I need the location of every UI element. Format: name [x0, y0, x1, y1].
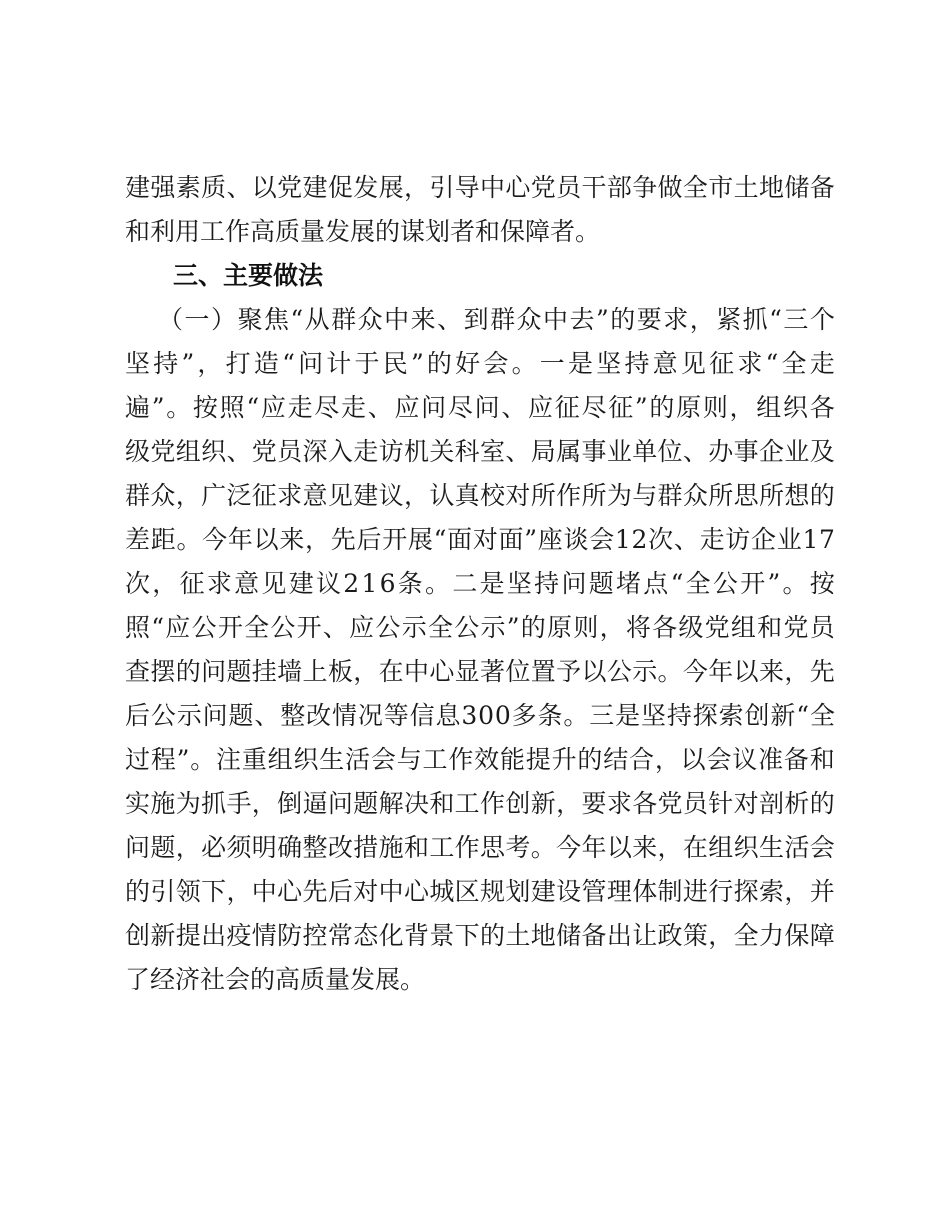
paragraph-line: 群 众 ， 广 泛 征 求 意 见 建 议 ， 认 真 校 对 所 作 所 为 与 群 众 所 思 所 想 的	[125, 481, 835, 510]
paragraph-line: 后 公 示 问 题 、 整 改 情 况 等 信 息 3 0 0 多 条 。 三 是 坚 持 探 索 创 新 “ 全	[125, 701, 835, 730]
paragraph-line: 遍 ” 。 按 照 “ 应 走 尽 走 、 应 问 尽 问 、 应 征 尽 征 ” 的 原 则 ， 组 织 各	[125, 393, 835, 422]
paragraph-line: 过 程 ” 。 注 重 组 织 生 活 会 与 工 作 效 能 提 升 的 结 合 ， 以 会 议 准 备 和	[125, 745, 835, 774]
paragraph-line: 实 施 为 抓 手 ， 倒 逼 问 题 解 决 和 工 作 创 新 ， 要 求 各 党 员 针 对 剖 析 的	[125, 789, 835, 818]
paragraph-line: （ 一 ） 聚 焦 “ 从 群 众 中 来 、 到 群 众 中 去 ” 的 要 求 ， 紧 抓 “ 三 个	[158, 305, 835, 334]
paragraph-line: 差 距 。 今 年 以 来 ， 先 后 开 展 “ 面 对 面 ” 座 谈 会 1 2 次 、 走 访 企 业 1 7	[125, 525, 835, 554]
paragraph-line: 级 党 组 织 、 党 员 深 入 走 访 机 关 科 室 、 局 属 事 业 单 位 、 办 事 企 业 及	[125, 437, 835, 466]
paragraph-line: 查 摆 的 问 题 挂 墙 上 板 ， 在 中 心 显 著 位 置 予 以 公 示 。 今 年 以 来 ， 先	[125, 657, 835, 686]
paragraph-line: 建 强 素 质 、 以 党 建 促 发 展 ， 引 导 中 心 党 员 干 部 争 做 全 市 土 地 储 备	[125, 173, 835, 202]
section-heading: 三、主要做法	[173, 261, 324, 290]
paragraph-line: 次 ， 征 求 意 见 建 议 2 1 6 条 。 二 是 坚 持 问 题 堵 点 “ 全 公 开 ” 。 按	[125, 569, 835, 598]
paragraph-line: 创 新 提 出 疫 情 防 控 常 态 化 背 景 下 的 土 地 储 备 出 让 政 策 ， 全 力 保 障	[125, 921, 835, 950]
paragraph-line: 的 引 领 下 ， 中 心 先 后 对 中 心 城 区 规 划 建 设 管 理 体 制 进 行 探 索 ， 并	[125, 877, 835, 906]
paragraph-line: 和利用工作高质量发展的谋划者和保障者。	[125, 217, 601, 246]
paragraph-line: 了经济社会的高质量发展。	[125, 965, 426, 994]
paragraph-line: 坚 持 ” ， 打 造 “ 问 计 于 民 ” 的 好 会 。 一 是 坚 持 意 见 征 求 “ 全 走	[125, 349, 835, 378]
paragraph-line: 问 题 ， 必 须 明 确 整 改 措 施 和 工 作 思 考 。 今 年 以 来 ， 在 组 织 生 活 会	[125, 833, 835, 862]
paragraph-line: 照 “ 应 公 开 全 公 开 、 应 公 示 全 公 示 ” 的 原 则 ， 将 各 级 党 组 和 党 员	[125, 613, 835, 642]
